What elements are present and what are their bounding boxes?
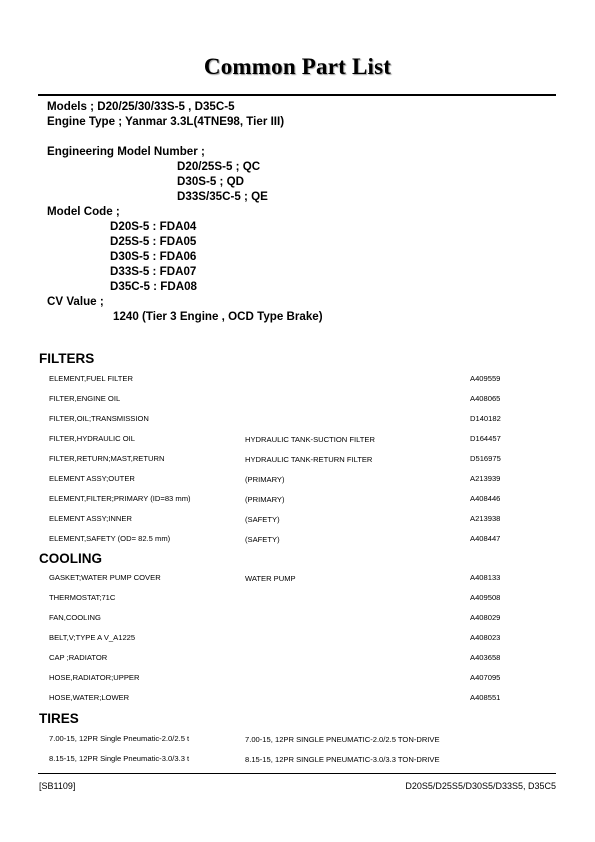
cv-value-label: CV Value ; bbox=[47, 295, 104, 308]
part-row bbox=[0, 493, 595, 505]
part-remark: HYDRAULIC TANK-RETURN FILTER bbox=[245, 455, 373, 464]
part-description: HOSE,RADIATOR;UPPER bbox=[49, 673, 140, 682]
part-row bbox=[0, 612, 595, 624]
part-number: A408133 bbox=[470, 573, 501, 582]
part-description: CAP ;RADIATOR bbox=[49, 653, 108, 662]
models-line: Models ; D20/25/30/33S-5 , D35C-5 bbox=[47, 100, 235, 113]
part-description: 8.15-15, 12PR Single Pneumatic-3.0/3.3 t bbox=[49, 754, 190, 763]
part-description: ELEMENT ASSY;OUTER bbox=[49, 474, 135, 483]
part-number: A408029 bbox=[470, 613, 501, 622]
model-code-item: D33S-5 : FDA07 bbox=[110, 265, 197, 278]
emn-item: D20/25S-5 ; QC bbox=[177, 160, 261, 173]
part-number: A408551 bbox=[470, 693, 501, 702]
section-heading-cooling: COOLING bbox=[39, 551, 102, 566]
model-code-item: D30S-5 : FDA06 bbox=[110, 250, 197, 263]
section-heading-tires: TIRES bbox=[39, 711, 79, 726]
engineering-model-number-label: Engineering Model Number ; bbox=[47, 145, 205, 158]
part-remark: 7.00-15, 12PR SINGLE PNEUMATIC-2.0/2.5 TON-DRIVE bbox=[245, 735, 440, 744]
part-row bbox=[0, 672, 595, 684]
part-remark: (SAFETY) bbox=[245, 535, 280, 544]
part-description: FILTER,OIL;TRANSMISSION bbox=[49, 414, 149, 423]
model-code-item: D20S-5 : FDA04 bbox=[110, 220, 197, 233]
part-remark: (SAFETY) bbox=[245, 515, 280, 524]
model-code-item: D35C-5 : FDA08 bbox=[110, 280, 197, 293]
part-description: FILTER,ENGINE OIL bbox=[49, 394, 121, 403]
footer-models: D20S5/D25S5/D30S5/D33S5, D35C5 bbox=[405, 781, 556, 791]
part-description: GASKET;WATER PUMP COVER bbox=[49, 573, 161, 582]
part-description: ELEMENT,FILTER;PRIMARY (ID=83 mm) bbox=[49, 494, 191, 503]
part-row bbox=[0, 733, 595, 745]
part-number: A403658 bbox=[470, 653, 501, 662]
part-number: D140182 bbox=[470, 414, 501, 423]
part-remark: WATER PUMP bbox=[245, 574, 296, 583]
part-row bbox=[0, 632, 595, 644]
footer-document-code: [SB1109] bbox=[39, 781, 76, 791]
part-number: A408065 bbox=[470, 394, 501, 403]
part-row bbox=[0, 373, 595, 385]
model-code-item: D25S-5 : FDA05 bbox=[110, 235, 197, 248]
part-number: A407095 bbox=[470, 673, 501, 682]
part-row bbox=[0, 533, 595, 545]
engine-type-line: Engine Type ; Yanmar 3.3L(4TNE98, Tier III) bbox=[47, 115, 285, 128]
section-heading-filters: FILTERS bbox=[39, 351, 95, 366]
part-description: BELT,V;TYPE A V_A1225 bbox=[49, 633, 136, 642]
part-description: ELEMENT ASSY;INNER bbox=[49, 514, 132, 523]
part-remark: HYDRAULIC TANK-SUCTION FILTER bbox=[245, 435, 375, 444]
part-number: A409559 bbox=[470, 374, 501, 383]
emn-item: D30S-5 ; QD bbox=[177, 175, 245, 188]
cv-value: 1240 (Tier 3 Engine , OCD Type Brake) bbox=[113, 310, 323, 323]
part-remark: 8.15-15, 12PR SINGLE PNEUMATIC-3.0/3.3 TON-DRIVE bbox=[245, 755, 440, 764]
page-title: Common Part List bbox=[203, 54, 392, 79]
part-remark: (PRIMARY) bbox=[245, 495, 285, 504]
part-row bbox=[0, 592, 595, 604]
part-number: A409508 bbox=[470, 593, 501, 602]
part-description: FAN,COOLING bbox=[49, 613, 101, 622]
part-number: A408446 bbox=[470, 494, 501, 503]
part-row bbox=[0, 572, 595, 584]
part-number: A408447 bbox=[470, 534, 501, 543]
part-number: D516975 bbox=[470, 454, 501, 463]
part-row bbox=[0, 473, 595, 485]
part-row bbox=[0, 652, 595, 664]
part-description: HOSE,WATER;LOWER bbox=[49, 693, 130, 702]
part-number: A213939 bbox=[470, 474, 501, 483]
part-row bbox=[0, 513, 595, 525]
part-description: FILTER,HYDRAULIC OIL bbox=[49, 434, 135, 443]
part-number: A408023 bbox=[470, 633, 501, 642]
part-number: D164457 bbox=[470, 434, 501, 443]
part-number: A213938 bbox=[470, 514, 501, 523]
part-description: ELEMENT,FUEL FILTER bbox=[49, 374, 133, 383]
header-divider bbox=[38, 94, 556, 96]
part-remark: (PRIMARY) bbox=[245, 475, 285, 484]
part-row bbox=[0, 433, 595, 445]
part-description: ELEMENT,SAFETY (OD= 82.5 mm) bbox=[49, 534, 171, 543]
part-row bbox=[0, 393, 595, 405]
part-description: THERMOSTAT;71C bbox=[49, 593, 116, 602]
model-code-label: Model Code ; bbox=[47, 205, 120, 218]
footer-divider bbox=[38, 773, 556, 774]
part-description: 7.00-15, 12PR Single Pneumatic-2.0/2.5 t bbox=[49, 734, 190, 743]
part-row bbox=[0, 413, 595, 425]
part-row bbox=[0, 453, 595, 465]
emn-item: D33S/35C-5 ; QE bbox=[177, 190, 268, 203]
part-row bbox=[0, 692, 595, 704]
part-row bbox=[0, 753, 595, 765]
part-description: FILTER,RETURN;MAST,RETURN bbox=[49, 454, 165, 463]
